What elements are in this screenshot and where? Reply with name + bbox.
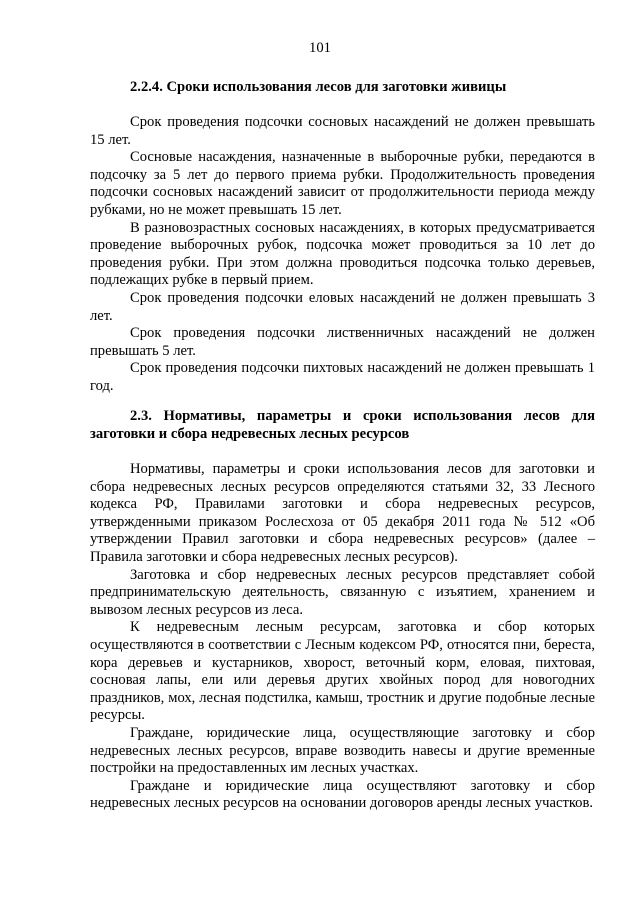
- paragraph: В разновозрастных сосновых насаждениях, в которых предусматривается проведение выборочных рубок, подсочка может проводиться за 10 лет до проведения рубки. При этом должна проводиться подсочка только деревьев, подлежащих рубке в первый прием.: [90, 219, 595, 289]
- paragraph: Срок проведения подсочки пихтовых насаждений не должен превышать 1 год.: [90, 360, 595, 394]
- section-224-body: [90, 114, 595, 396]
- paragraph: К недревесным лесным ресурсам, заготовка и сбор которых осуществляются в соответствии с Лесным кодексом РФ, относятся пни, береста, кора деревьев и кустарников, хворост, веточный корм, еловая, пихтовая, сосновая лапы, ели или деревья других хвойных пород для новогодних праздников, мох, лесная подстилка, камыш, тростник и другие подобные лесные ресурсы.: [90, 619, 595, 724]
- section-23-heading-block: [90, 408, 595, 443]
- section-heading: 2.3. Нормативы, параметры и сроки использования лесов для заготовки и сбора недревесных лесных ресурсов: [90, 408, 595, 442]
- section-224-heading-block: [90, 79, 595, 97]
- paragraph: Срок проведения подсочки еловых насаждений не должен превышать 3 лет.: [90, 289, 595, 324]
- paragraph: Нормативы, параметры и сроки использования лесов для заготовки и сбора недревесных лесных ресурсов определяются статьями 32, 33 Лесного кодекса РФ, Правилами заготовки и сбора недревесных ресурсов, утвержденными приказом Рослесхоза от 05 декабря 2011 года № 512 «Об утверждении Правил заготовки и сбора недревесных ресурсов» (далее – Правила заготовки и сбора недревесных лесных ресурсов).: [90, 461, 595, 565]
- paragraph: Срок проведения подсочки лиственничных насаждений не должен превышать 5 лет.: [90, 325, 595, 359]
- paragraph: Граждане и юридические лица осуществляют заготовку и сбор недревесных лесных ресурсов на основании договоров аренды лесных участков.: [90, 777, 595, 812]
- section-heading: 2.2.4. Сроки использования лесов для заготовки живицы: [130, 79, 507, 95]
- paragraph: Срок проведения подсочки сосновых насаждений не должен превышать 15 лет.: [90, 114, 595, 148]
- paragraph: Сосновые насаждения, назначенные в выборочные рубки, передаются в подсочку за 5 лет до первого приема рубки. Продолжительность проведения подсочки сосновых насаждений зависит от продолжительности периода между рубками, но не может превышать 15 лет.: [90, 149, 595, 218]
- paragraph: Граждане, юридические лица, осуществляющие заготовку и сбор недревесных лесных ресурсов, вправе возводить навесы и другие временные постройки на предоставленных им лесных участках.: [90, 724, 595, 777]
- paragraph: Заготовка и сбор недревесных лесных ресурсов представляет собой предпринимательскую деятельность, связанную с изъятием, хранением и вывозом лесных ресурсов из леса.: [90, 566, 595, 618]
- section-23-body: [90, 461, 595, 813]
- page-number: 101: [309, 40, 331, 56]
